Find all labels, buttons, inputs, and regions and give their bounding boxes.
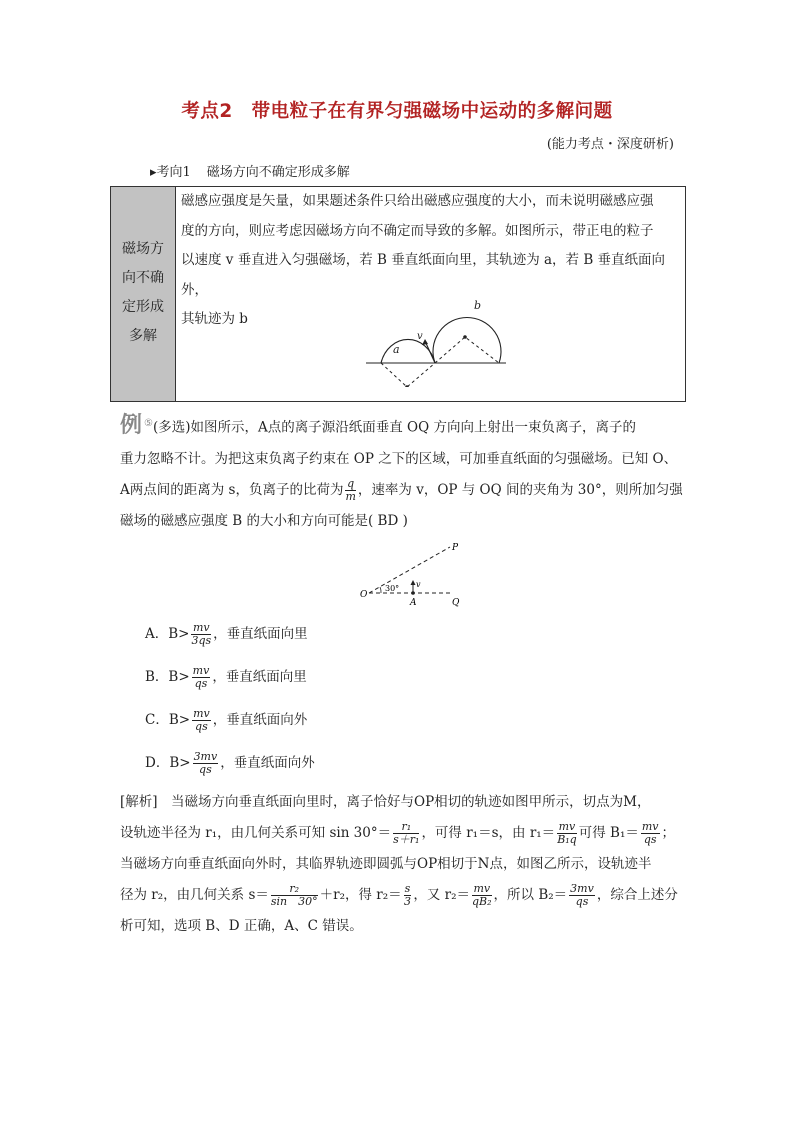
concept-line: 以速度 v 垂直进入匀强磁场，若 B 垂直纸面向里，其轨迹为 a，若 B 垂直纸面向外， — [181, 252, 666, 298]
solution — [120, 787, 685, 942]
example-line: A两点间的距离为 s，负离子的比荷为 — [120, 481, 344, 498]
radius-b — [435, 337, 499, 363]
radius-a — [381, 363, 435, 387]
label-line: 多解 — [129, 328, 157, 344]
label-p: P — [452, 543, 459, 553]
label-line: 定形成 — [122, 299, 164, 315]
example-mark: 例 — [120, 411, 143, 438]
example-line: ，速率为 v，OP 与 OQ 间的夹角为 30°，则所加匀强 — [357, 481, 683, 498]
label-b: b — [474, 299, 482, 312]
concept-label-cell — [111, 187, 176, 401]
line-op — [369, 547, 450, 593]
label-o: O — [360, 590, 368, 600]
option-c[interactable]: C．B> $\frac{mv}{qs}$ ，垂直纸面向外 — [145, 707, 308, 733]
example-line: 重力忽略不计。为把这束负离子约束在 OP 之下的区域，可加垂直纸面的匀强磁场。已知 O、 — [120, 450, 678, 467]
example-figure — [355, 535, 475, 610]
concept-line: 其轨迹为 b — [181, 311, 248, 327]
solution-line: 径为 r₂，由几何关系 s＝ $\frac{\text{r₂}}{\sin 30^\circ}$ ＋r₂，得 r₂＝ $\frac{s}{3}$ ，又 r₂＝ $\frac{mv}{\text{qB₂}}$ ，所以 B₂＝ $\frac{3mv}{qs}$ ，综合上述分 — [120, 882, 678, 908]
concept-table — [110, 186, 686, 402]
example-number: ⑤ — [144, 418, 153, 429]
option-d[interactable]: D．B> $\frac{3mv}{qs}$ ，垂直纸面向外 — [145, 750, 315, 776]
angle-arc — [380, 587, 381, 593]
label-a: A — [410, 598, 417, 608]
concept-line: 度的方向，则应考虑因磁场方向不确定而导致的多解。如图所示，带正电的粒子 — [181, 222, 654, 239]
label-line: 磁场方 — [122, 241, 164, 257]
solution-line: [解析] 当磁场方向垂直纸面向里时，离子恰好与OP相切的轨迹如图甲所示，切点为M， — [120, 794, 651, 810]
concept-line: 磁感应强度是矢量，如果题述条件只给出磁感应强度的大小，而未说明磁感应强 — [181, 193, 654, 209]
example-line: (多选)如图所示，A点的离子源沿纸面垂直 OQ 方向向上射出一束负离子，离子的 — [152, 419, 636, 436]
charge-mass-ratio: $\frac{q}{m}$ — [345, 476, 356, 503]
example-line: 磁场的磁感应强度 B 的大小和方向可能是( BD ) — [120, 512, 408, 529]
label-a: a — [393, 343, 400, 356]
label-angle: 30° — [385, 584, 400, 593]
solution-line: 设轨迹半径为 r₁，由几何关系可知 sin 30°＝ $\frac{\text{r₁}}{\text{s＋r₁}}$ ，可得 r₁＝s，由 r₁＝ $\frac{mv}{\text{B₁q}}$ 可得 B₁＝ $\frac{mv}{qs}$ ； — [120, 820, 676, 846]
option-b[interactable]: B．B> $\frac{mv}{qs}$ ，垂直纸面向里 — [145, 664, 307, 690]
label-q: Q — [452, 598, 460, 608]
subhead-label: ▸考向1 — [150, 165, 191, 180]
trajectory-b — [433, 318, 501, 363]
label-line: 向不确 — [122, 270, 164, 286]
label-v: v — [416, 580, 421, 589]
trajectory-figure — [361, 287, 511, 387]
solution-line: 当磁场方向垂直纸面向外时，其临界轨迹即圆弧与OP相切于N点，如图乙所示，设轨迹半 — [120, 856, 652, 872]
option-a[interactable]: A．B> $\frac{mv}{3qs}$ ，垂直纸面向里 — [145, 621, 308, 647]
subhead — [150, 161, 350, 180]
section-subtitle: (能力考点・深度研析) — [546, 137, 674, 152]
example-problem — [120, 408, 685, 537]
label-v: v — [417, 331, 423, 342]
subhead-text: 磁场方向不确定形成多解 — [206, 165, 350, 180]
solution-line: 析可知，选项 B、D 正确，A、C 错误。 — [120, 918, 363, 934]
section-title: 考点2 带电粒子在有界匀强磁场中运动的多解问题 — [181, 101, 613, 122]
